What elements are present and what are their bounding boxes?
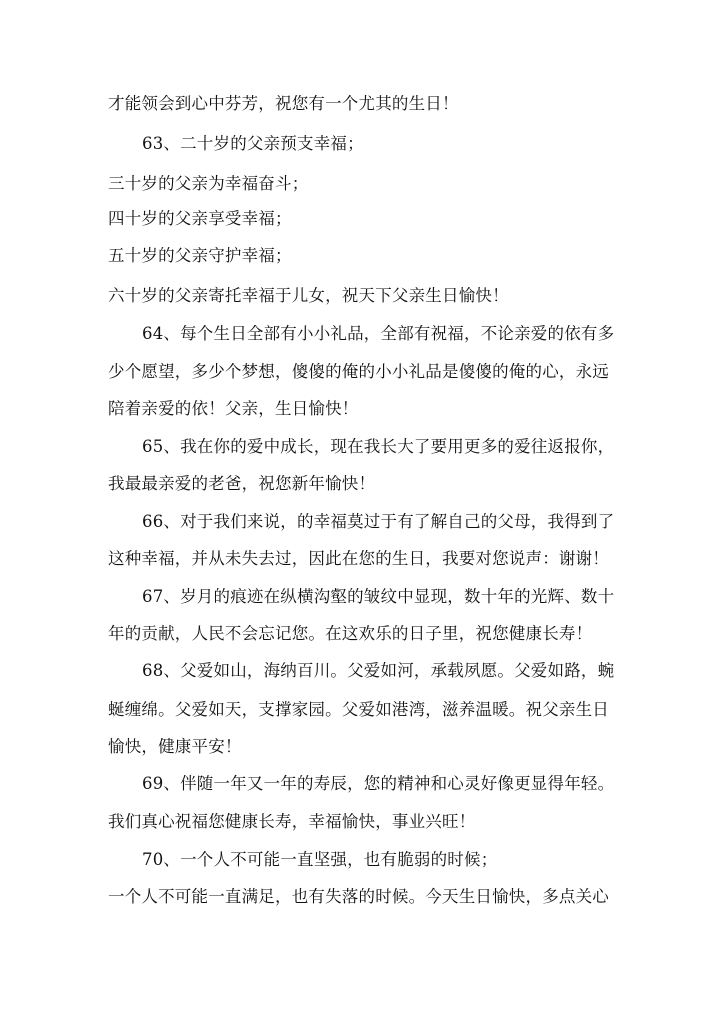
- text-line: 六十岁的父亲寄托幸福于儿女，祝天下父亲生日愉快！: [108, 286, 509, 305]
- text-line: 愉快，健康平安！: [108, 737, 242, 756]
- paragraph-66-start: 66、对于我们来说，的幸福莫过于有了解自己的父母，我得到了: [142, 512, 615, 531]
- text-line: 三十岁的父亲为幸福奋斗；: [108, 174, 309, 193]
- paragraph-69-start: 69、伴随一年又一年的寿辰，您的精神和心灵好像更显得年轻。: [142, 774, 615, 793]
- text-line: 这种幸福，并从未失去过，因此在您的生日，我要对您说声：谢谢！: [108, 549, 609, 568]
- text-line: 五十岁的父亲守护幸福；: [108, 246, 292, 265]
- text-line: 蜒缠绵。父爱如天，支撑家园。父爱如港湾，滋养温暖。祝父亲生日: [108, 700, 609, 719]
- text-line: 四十岁的父亲享受幸福；: [108, 209, 292, 228]
- text-line: 一个人不可能一直满足，也有失落的时候。今天生日愉快，多点关心: [108, 887, 609, 906]
- paragraph-64-start: 64、每个生日全部有小小礼品，全部有祝福，不论亲爱的依有多: [142, 324, 615, 343]
- text-line: 陪着亲爱的依！父亲，生日愉快！: [108, 399, 359, 418]
- paragraph-70-start: 70、一个人不可能一直坚强，也有脆弱的时候；: [142, 850, 498, 869]
- text-line: 少个愿望，多少个梦想，傻傻的俺的小小礼品是傻傻的俺的心，永远: [108, 362, 609, 381]
- text-line: 我最最亲爱的老爸，祝您新年愉快！: [108, 474, 376, 493]
- paragraph-63-start: 63、二十岁的父亲预支幸福；: [142, 134, 364, 153]
- text-line: 我们真心祝福您健康长寿，幸福愉快，事业兴旺！: [108, 812, 476, 831]
- text-line: 年的贡献，人民不会忘记您。在这欢乐的日子里，祝您健康长寿！: [108, 624, 593, 643]
- text-line: 才能领会到心中芬芳，祝您有一个尤其的生日！: [108, 94, 459, 113]
- paragraph-65-start: 65、我在你的爱中成长，现在我长大了要用更多的爱往返报你，: [142, 437, 615, 456]
- paragraph-68-start: 68、父爱如山，海纳百川。父爱如河，承载夙愿。父爱如路，蜿: [142, 661, 615, 680]
- paragraph-67-start: 67、岁月的痕迹在纵横沟壑的皱纹中显现，数十年的光辉、数十: [142, 587, 615, 606]
